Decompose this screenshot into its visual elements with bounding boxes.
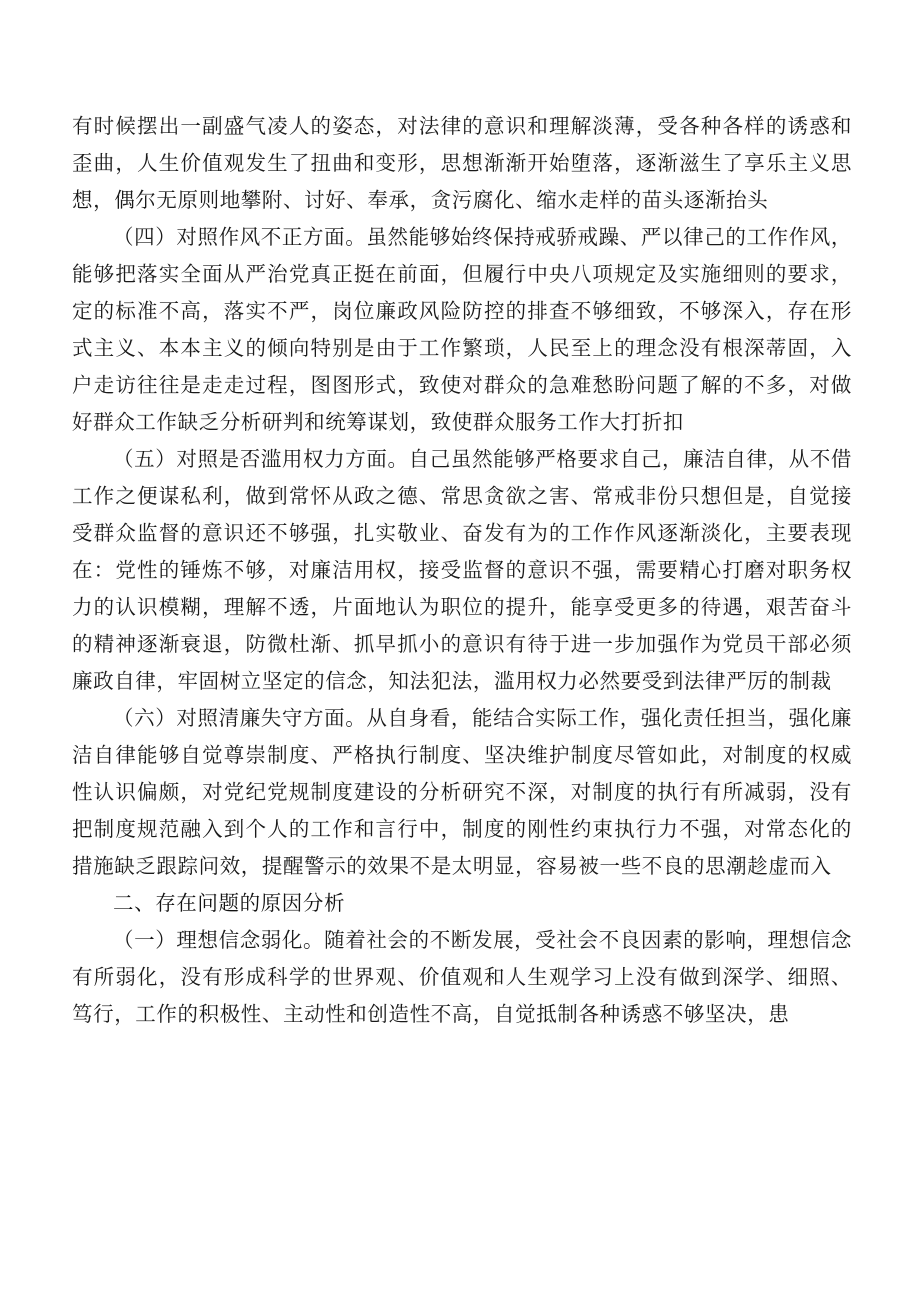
paragraph-section-5: （五）对照是否滥用权力方面。自己虽然能够严格要求自己，廉洁自律，从不借工作之便谋私利，做到常怀从政之德、常思贪欲之害、常戒非份只想但是，自觉接受群众监督的意识还不够强，扎实敬业、奋发有为的工作作风逐渐淡化，主要表现在：党性的锤炼不够，对廉洁用权，接受监督的意识不强，需要精心打磨对职务权力的认识模糊，理解不透，片面地认为职位的提升，能享受更多的待遇，艰苦奋斗的精神逐渐衰退，防微杜渐、抓早抓小的意识有待于进一步加强作为党员干部必须廉政自律，牢固树立坚定的信念，知法犯法，滥用权力必然要受到法律严厉的制裁 — [72, 447, 852, 693]
paragraph-section-4: （四）对照作风不正方面。虽然能够始终保持戒骄戒躁、严以律己的工作作风，能够把落实全面从严治党真正挺在前面，但履行中央八项规定及实施细则的要求，定的标准不高，落实不严，岗位廉政风险防控的排查不够细致，不够深入，存在形式主义、本本主义的倾向特别是由于工作繁琐，人民至上的理念没有根深蒂固，入户走访往往是走走过程，图图形式，致使对群众的急难愁盼问题了解的不多，对做好群众工作缺乏分析研判和统筹谋划，致使群众服务工作大打折扣 — [72, 225, 852, 434]
paragraph-cause-1: （一）理想信念弱化。随着社会的不断发展，受社会不良因素的影响，理想信念有所弱化，没有形成科学的世界观、价值观和人生观学习上没有做到深学、细照、笃行，工作的积极性、主动性和创造性不高，自觉抵制各种诱惑不够坚决，患 — [72, 928, 852, 1026]
paragraph-continuation: 有时候摆出一副盛气凌人的姿态，对法律的意识和理解淡薄，受各种各样的诱惑和歪曲，人生价值观发生了扭曲和变形，思想渐渐开始堕落，逐渐滋生了享乐主义思想，偶尔无原则地攀附、讨好、奉承，贪污腐化、缩水走样的苗头逐渐抬头 — [72, 114, 852, 212]
section-heading: 二、存在问题的原因分析 — [113, 891, 346, 915]
document-body — [72, 108, 852, 1033]
paragraph-section-6: （六）对照清廉失守方面。从自身看，能结合实际工作，强化责任担当，强化廉洁自律能够自觉尊崇制度、严格执行制度、坚决维护制度尽管如此，对制度的权威性认识偏颇，对党纪党规制度建设的分析研究不深，对制度的执行有所减弱，没有把制度规范融入到个人的工作和言行中，制度的刚性约束执行力不强，对常态化的措施缺乏跟踪问效，提醒警示的效果不是太明显，容易被一些不良的思潮趁虚而入 — [72, 706, 852, 878]
